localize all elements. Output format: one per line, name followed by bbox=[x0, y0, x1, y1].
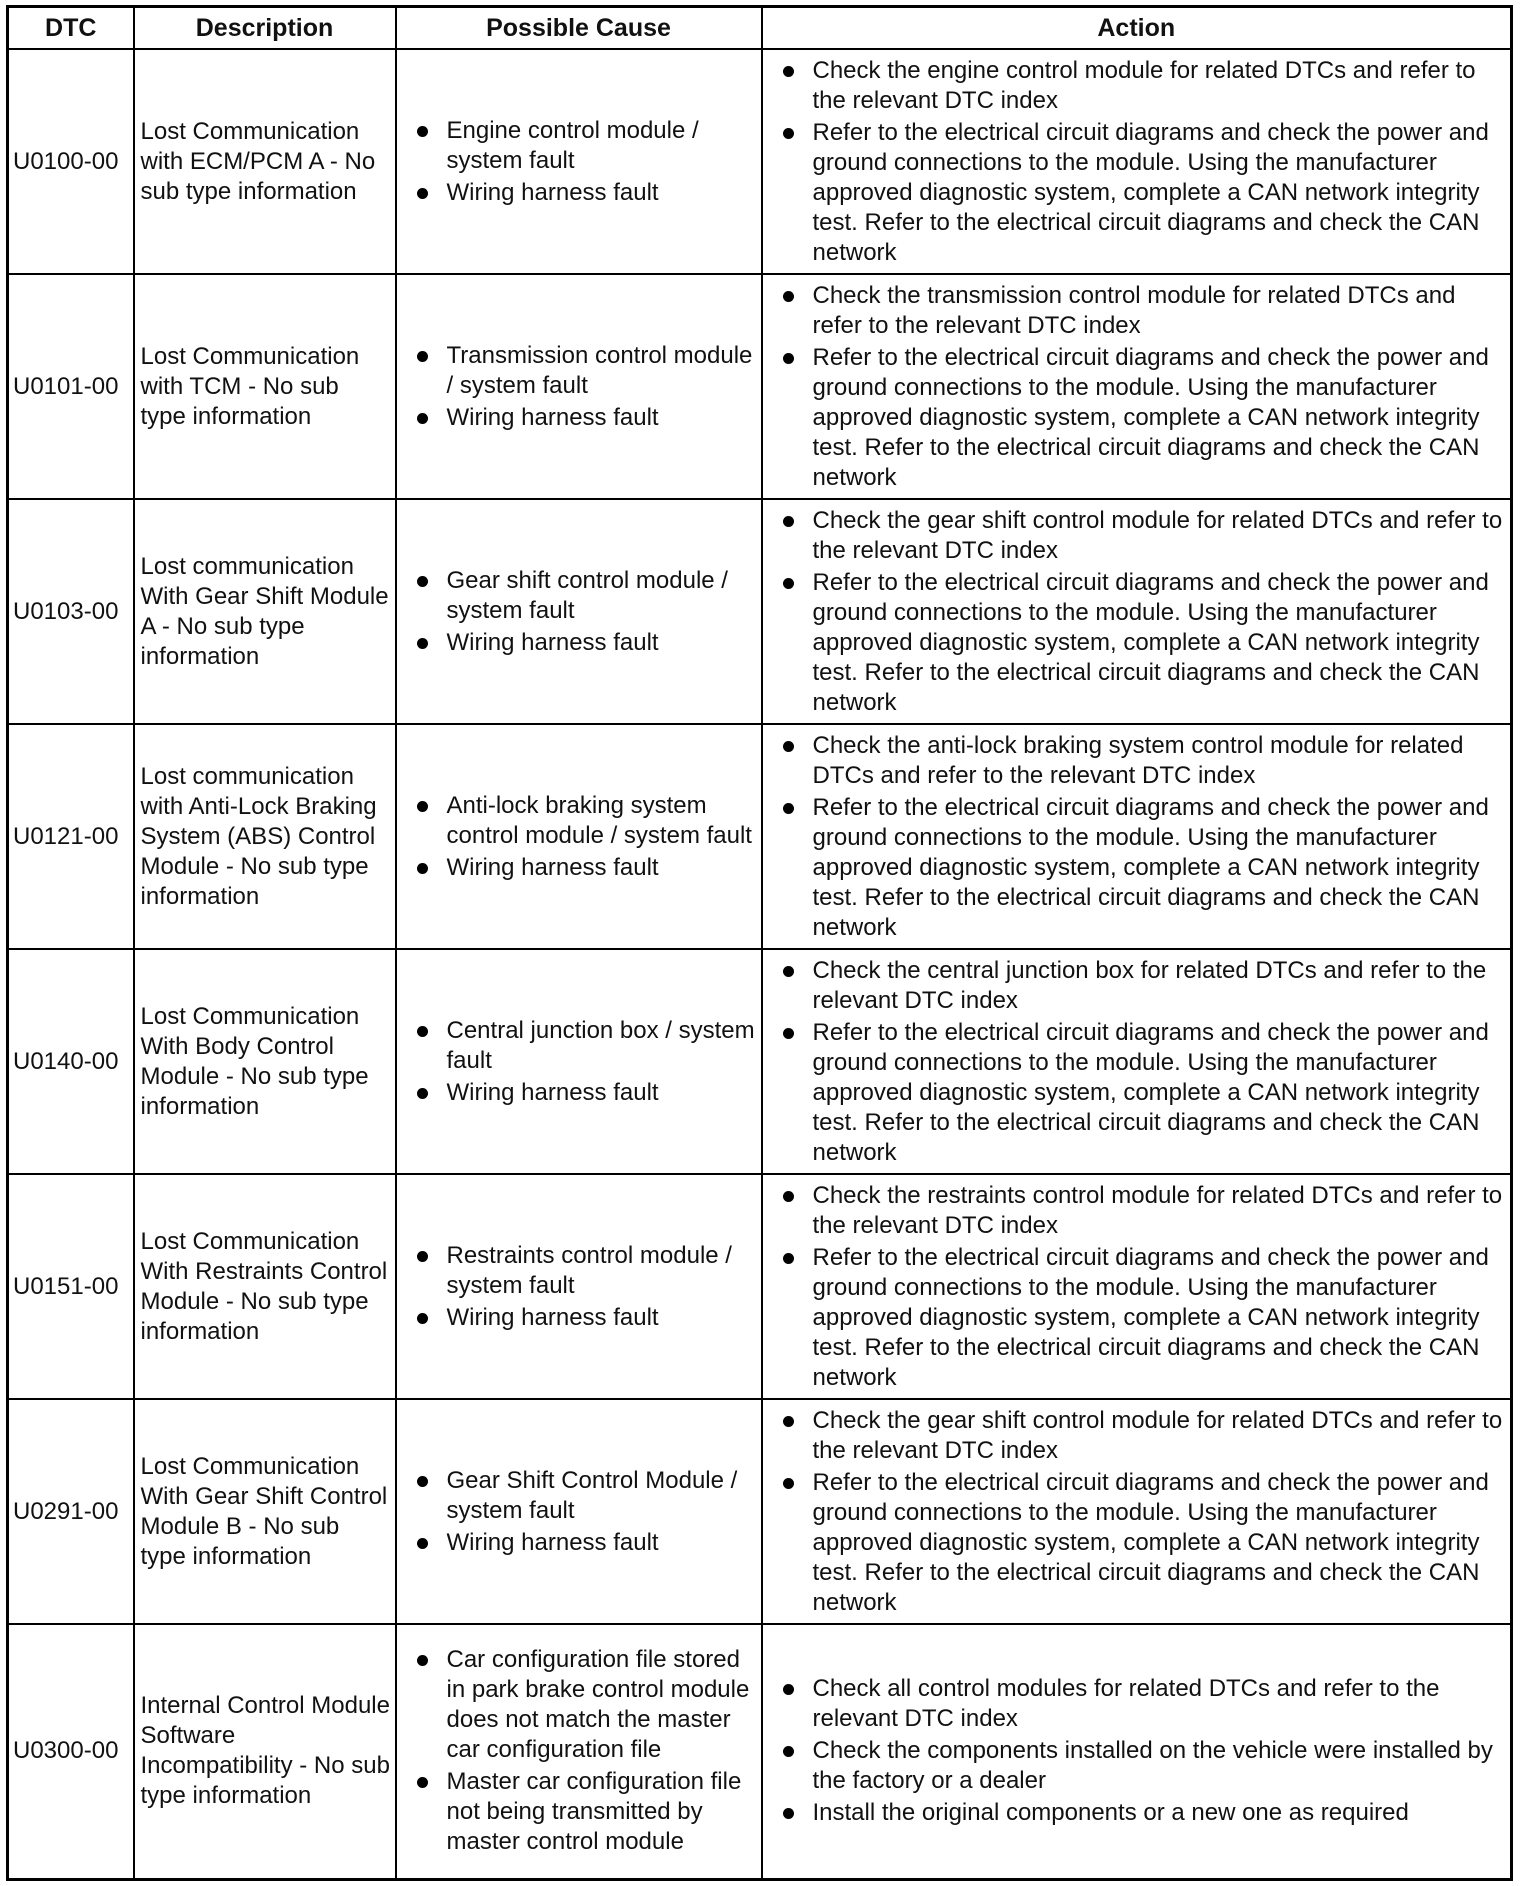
dtc-description: Lost communication with Anti-Lock Braking System (ABS) Control Module - No sub type information bbox=[134, 724, 396, 949]
table-body bbox=[8, 49, 1512, 1879]
table-row bbox=[8, 724, 1512, 949]
dtc-description: Lost Communication with TCM - No sub type information bbox=[134, 274, 396, 499]
cause-list bbox=[417, 1466, 757, 1558]
action-item: Refer to the electrical circuit diagrams and check the power and ground connections to the module. Using the manufacturer approved diagnostic system, complete a CAN network integrity test. Refer to the electrical circuit diagrams and check the CAN network bbox=[783, 118, 1505, 268]
action-item: Check the engine control module for related DTCs and refer to the relevant DTC index bbox=[783, 56, 1505, 116]
action-item: Refer to the electrical circuit diagrams and check the power and ground connections to the module. Using the manufacturer approved diagnostic system, complete a CAN network integrity test. Refer to the electrical circuit diagrams and check the CAN network bbox=[783, 1468, 1505, 1618]
action-list bbox=[783, 56, 1505, 268]
action-cell bbox=[762, 1624, 1512, 1879]
cause-list bbox=[417, 341, 757, 433]
dtc-description: Lost Communication With Gear Shift Control Module B - No sub type information bbox=[134, 1399, 396, 1624]
action-list bbox=[783, 281, 1505, 493]
dtc-code: U0300-00 bbox=[8, 1624, 134, 1879]
cause-item: Restraints control module / system fault bbox=[417, 1241, 757, 1301]
cause-item: Master car configuration file not being transmitted by master control module bbox=[417, 1767, 757, 1857]
cause-list bbox=[417, 791, 757, 883]
table-row bbox=[8, 1624, 1512, 1879]
action-list bbox=[783, 1181, 1505, 1393]
cause-list bbox=[417, 1241, 757, 1333]
table-row bbox=[8, 1399, 1512, 1624]
cause-item: Wiring harness fault bbox=[417, 853, 757, 883]
dtc-code: U0121-00 bbox=[8, 724, 134, 949]
action-item: Check the gear shift control module for related DTCs and refer to the relevant DTC index bbox=[783, 506, 1505, 566]
dtc-code: U0100-00 bbox=[8, 49, 134, 274]
action-item: Check the anti-lock braking system control module for related DTCs and refer to the relevant DTC index bbox=[783, 731, 1505, 791]
possible-cause-cell bbox=[396, 274, 762, 499]
cause-list bbox=[417, 566, 757, 658]
dtc-table bbox=[6, 5, 1513, 1881]
action-cell bbox=[762, 724, 1512, 949]
table-row bbox=[8, 274, 1512, 499]
action-item: Refer to the electrical circuit diagrams and check the power and ground connections to the module. Using the manufacturer approved diagnostic system, complete a CAN network integrity test. Refer to the electrical circuit diagrams and check the CAN network bbox=[783, 568, 1505, 718]
action-item: Check the transmission control module for related DTCs and refer to the relevant DTC index bbox=[783, 281, 1505, 341]
possible-cause-cell bbox=[396, 499, 762, 724]
table-row bbox=[8, 499, 1512, 724]
action-cell bbox=[762, 49, 1512, 274]
action-cell bbox=[762, 274, 1512, 499]
dtc-description: Internal Control Module Software Incompatibility - No sub type information bbox=[134, 1624, 396, 1879]
cause-item: Transmission control module / system fault bbox=[417, 341, 757, 401]
table-row bbox=[8, 1174, 1512, 1399]
action-item: Check all control modules for related DTCs and refer to the relevant DTC index bbox=[783, 1674, 1505, 1734]
cause-item: Wiring harness fault bbox=[417, 1078, 757, 1108]
cause-item: Car configuration file stored in park brake control module does not match the master car configuration file bbox=[417, 1645, 757, 1765]
cause-item: Wiring harness fault bbox=[417, 628, 757, 658]
action-list bbox=[783, 1406, 1505, 1618]
cause-list bbox=[417, 116, 757, 208]
dtc-description: Lost Communication with ECM/PCM A - No sub type information bbox=[134, 49, 396, 274]
action-item: Check the central junction box for related DTCs and refer to the relevant DTC index bbox=[783, 956, 1505, 1016]
cause-item: Wiring harness fault bbox=[417, 178, 757, 208]
action-item: Check the components installed on the vehicle were installed by the factory or a dealer bbox=[783, 1736, 1505, 1796]
action-list bbox=[783, 506, 1505, 718]
dtc-description: Lost communication With Gear Shift Module A - No sub type information bbox=[134, 499, 396, 724]
cause-item: Wiring harness fault bbox=[417, 1528, 757, 1558]
action-list bbox=[783, 956, 1505, 1168]
action-cell bbox=[762, 1174, 1512, 1399]
action-item: Refer to the electrical circuit diagrams and check the power and ground connections to the module. Using the manufacturer approved diagnostic system, complete a CAN network integrity test. Refer to the electrical circuit diagrams and check the CAN network bbox=[783, 793, 1505, 943]
cause-item: Engine control module / system fault bbox=[417, 116, 757, 176]
action-item: Check the gear shift control module for related DTCs and refer to the relevant DTC index bbox=[783, 1406, 1505, 1466]
action-list bbox=[783, 1674, 1505, 1828]
header-action: Action bbox=[762, 7, 1512, 50]
possible-cause-cell bbox=[396, 1399, 762, 1624]
action-cell bbox=[762, 499, 1512, 724]
action-item: Refer to the electrical circuit diagrams and check the power and ground connections to the module. Using the manufacturer approved diagnostic system, complete a CAN network integrity test. Refer to the electrical circuit diagrams and check the CAN network bbox=[783, 1018, 1505, 1168]
cause-item: Wiring harness fault bbox=[417, 1303, 757, 1333]
cause-item: Wiring harness fault bbox=[417, 403, 757, 433]
action-item: Refer to the electrical circuit diagrams and check the power and ground connections to the module. Using the manufacturer approved diagnostic system, complete a CAN network integrity test. Refer to the electrical circuit diagrams and check the CAN network bbox=[783, 1243, 1505, 1393]
action-list bbox=[783, 731, 1505, 943]
cause-item: Anti-lock braking system control module / system fault bbox=[417, 791, 757, 851]
header-possible-cause: Possible Cause bbox=[396, 7, 762, 50]
dtc-code: U0103-00 bbox=[8, 499, 134, 724]
header-row bbox=[8, 7, 1512, 50]
header-dtc: DTC bbox=[8, 7, 134, 50]
dtc-code: U0151-00 bbox=[8, 1174, 134, 1399]
cause-item: Gear Shift Control Module / system fault bbox=[417, 1466, 757, 1526]
possible-cause-cell bbox=[396, 1174, 762, 1399]
cause-item: Central junction box / system fault bbox=[417, 1016, 757, 1076]
dtc-description: Lost Communication With Restraints Control Module - No sub type information bbox=[134, 1174, 396, 1399]
possible-cause-cell bbox=[396, 49, 762, 274]
possible-cause-cell bbox=[396, 724, 762, 949]
cause-item: Gear shift control module / system fault bbox=[417, 566, 757, 626]
action-item: Install the original components or a new one as required bbox=[783, 1798, 1505, 1828]
header-description: Description bbox=[134, 7, 396, 50]
action-item: Check the restraints control module for related DTCs and refer to the relevant DTC index bbox=[783, 1181, 1505, 1241]
action-cell bbox=[762, 949, 1512, 1174]
cause-list bbox=[417, 1645, 757, 1857]
possible-cause-cell bbox=[396, 1624, 762, 1879]
dtc-description: Lost Communication With Body Control Module - No sub type information bbox=[134, 949, 396, 1174]
action-cell bbox=[762, 1399, 1512, 1624]
dtc-code: U0101-00 bbox=[8, 274, 134, 499]
dtc-code: U0291-00 bbox=[8, 1399, 134, 1624]
cause-list bbox=[417, 1016, 757, 1108]
dtc-code: U0140-00 bbox=[8, 949, 134, 1174]
action-item: Refer to the electrical circuit diagrams and check the power and ground connections to the module. Using the manufacturer approved diagnostic system, complete a CAN network integrity test. Refer to the electrical circuit diagrams and check the CAN network bbox=[783, 343, 1505, 493]
table-row bbox=[8, 49, 1512, 274]
table-row bbox=[8, 949, 1512, 1174]
possible-cause-cell bbox=[396, 949, 762, 1174]
